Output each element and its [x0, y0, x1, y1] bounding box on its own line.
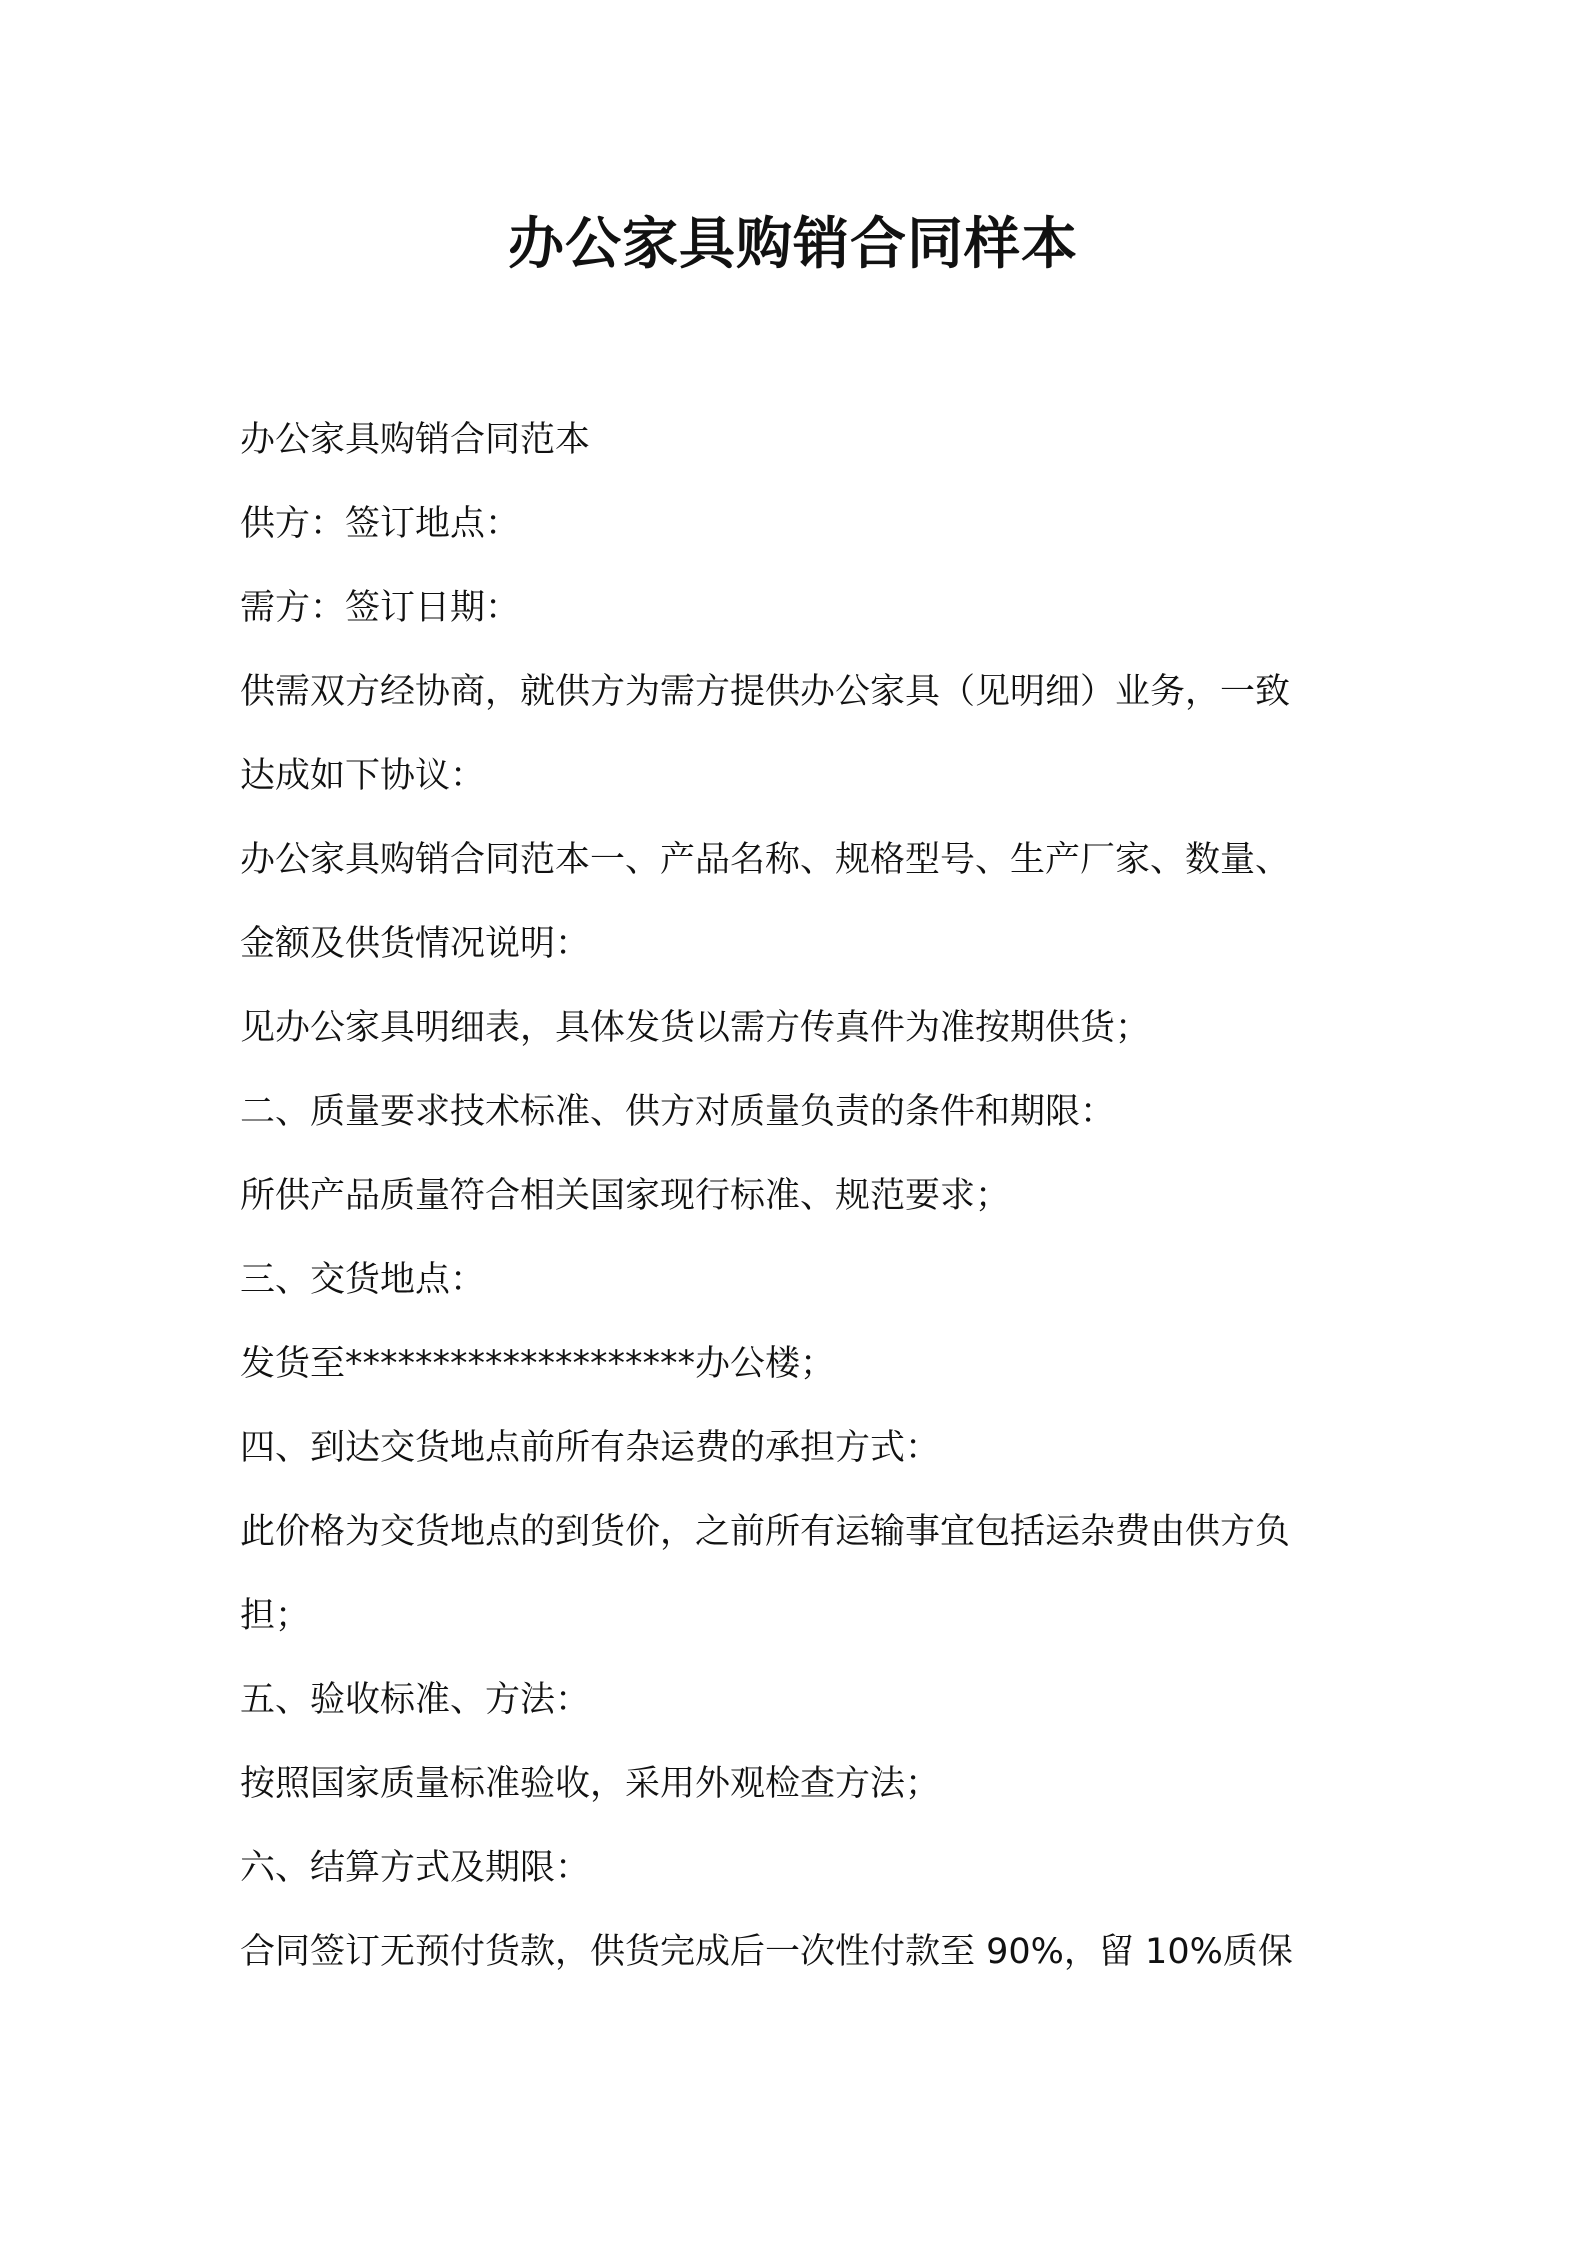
text-line: 二、质量要求技术标准、供方对质量负责的条件和期限：	[240, 1092, 1116, 1132]
text-line: 六、结算方式及期限：	[240, 1848, 591, 1888]
text-line: 五、验收标准、方法：	[240, 1680, 591, 1720]
text-line: 供方：签订地点：	[240, 504, 521, 544]
text-line: 金额及供货情况说明：	[240, 924, 591, 964]
text-line: 需方：签订日期：	[240, 588, 521, 628]
text-line: 此价格为交货地点的到货价，之前所有运输事宜包括运杂费由供方负	[240, 1512, 1291, 1552]
document-title: 办公家具购销合同样本	[508, 212, 1078, 277]
text-line: 三、交货地点：	[240, 1260, 486, 1300]
text-line: 担；	[240, 1596, 311, 1636]
text-line: 达成如下协议：	[240, 756, 486, 796]
text-line: 合同签订无预付货款，供货完成后一次性付款至 90%，留 10%质保	[240, 1932, 1293, 1972]
text-line: 按照国家质量标准验收，采用外观检查方法；	[240, 1764, 941, 1804]
text-line: 办公家具购销合同范本一、产品名称、规格型号、生产厂家、数量、	[240, 840, 1291, 880]
text-line: 所供产品质量符合相关国家现行标准、规范要求；	[240, 1176, 1011, 1216]
document-body	[240, 398, 1360, 1994]
text-line: 发货至********************办公楼；	[240, 1344, 836, 1384]
text-line: 见办公家具明细表，具体发货以需方传真件为准按期供货；	[240, 1008, 1151, 1048]
text-line: 办公家具购销合同范本	[240, 420, 591, 460]
text-line: 供需双方经协商，就供方为需方提供办公家具（见明细）业务，一致	[240, 672, 1291, 712]
text-line: 四、到达交货地点前所有杂运费的承担方式：	[240, 1428, 941, 1468]
